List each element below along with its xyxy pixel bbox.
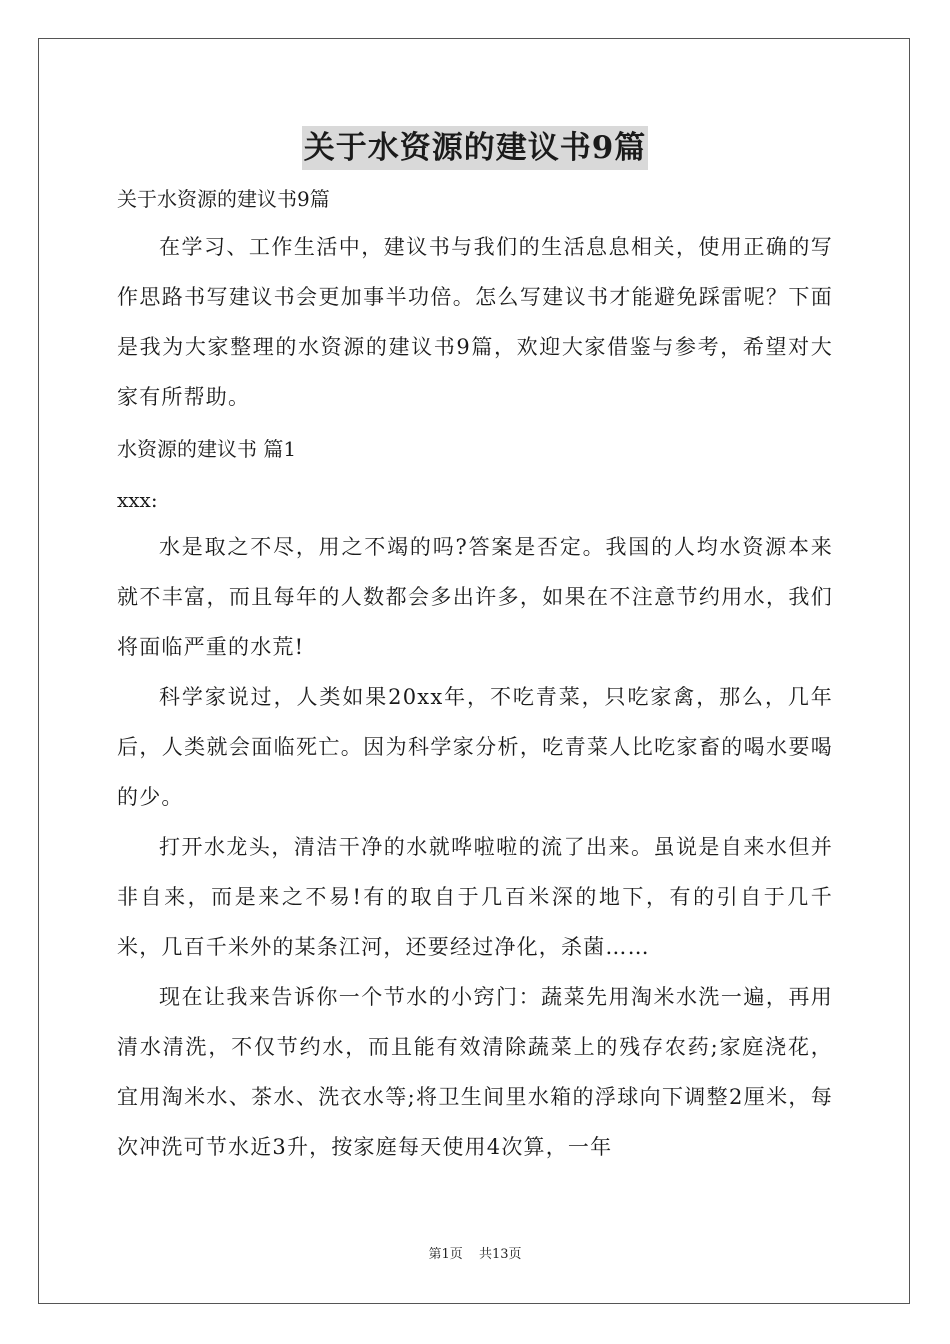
salutation: xxx: — [117, 488, 158, 512]
intro-paragraph: 在学习、工作生活中，建议书与我们的生活息息相关，使用正确的写作思路书写建议书会更加事半功倍。怎么写建议书才能避免踩雷呢？下面是我为大家整理的水资源的建议书9篇，欢迎大家借鉴与参考，希望对大家有所帮助。 — [117, 235, 833, 409]
title-container — [0, 126, 950, 170]
section-heading: 水资源的建议书 篇1 — [117, 437, 297, 461]
body-paragraph-1: 水是取之不尽，用之不竭的吗?答案是否定。我国的人均水资源本来就不丰富，而且每年的人数都会多出许多，如果在不注意节约用水，我们将面临严重的水荒! — [117, 535, 833, 659]
body-paragraph-4: 现在让我来告诉你一个节水的小窍门：蔬菜先用淘米水洗一遍，再用清水清洗，不仅节约水，而且能有效清除蔬菜上的残存农药;家庭浇花，宜用淘米水、茶水、洗衣水等;将卫生间里水箱的浮球向下调整2厘米，每次冲洗可节水近3升，按家庭每天使用4次算，一年 — [117, 985, 833, 1159]
body-paragraph-2: 科学家说过，人类如果20xx年，不吃青菜，只吃家禽，那么，几年后，人类就会面临死亡。因为科学家分析，吃青菜人比吃家畜的喝水要喝的少。 — [117, 685, 833, 809]
page-number: 第1页 — [428, 1247, 463, 1262]
page-total: 共13页 — [478, 1247, 522, 1262]
document-subtitle: 关于水资源的建议书9篇 — [117, 187, 330, 211]
document-title: 关于水资源的建议书9篇 — [302, 126, 649, 170]
body-paragraph-3: 打开水龙头，清洁干净的水就哗啦啦的流了出来。虽说是自来水但并非自来，而是来之不易!有的取自于几百米深的地下，有的引自于几千米，几百千米外的某条江河，还要经过净化，杀菌…… — [117, 835, 833, 959]
page-footer — [0, 1246, 950, 1264]
